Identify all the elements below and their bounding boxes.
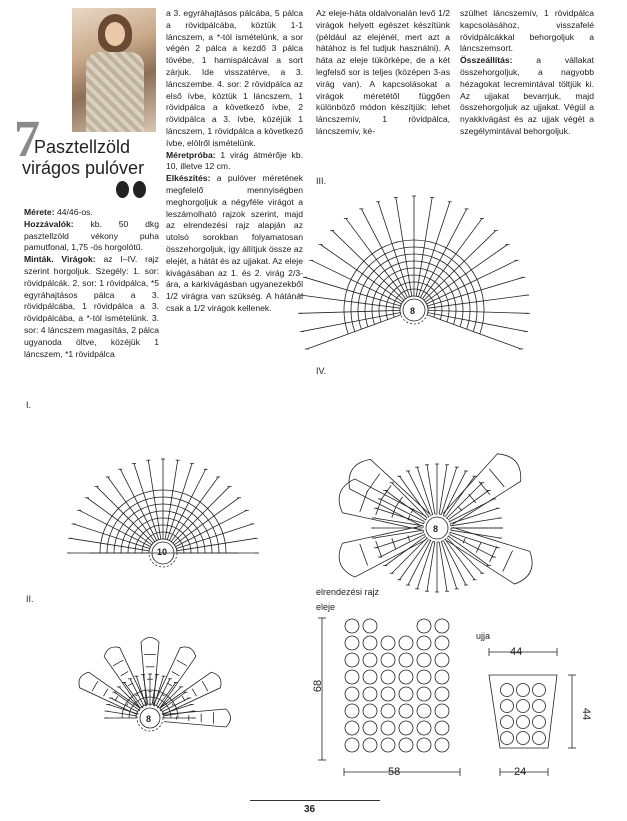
text-column-2: a 3. egyráhajtásos pálcába, 5 pálca a rövidpálcába, köztük 1-1 láncszem, a *-tól ismételünk, a sor végén 2 pálca a kezdő 3 pálca tövébe, 1 hamispálcával a sort zárjuk. Ide visszatérve, a 3. láncszembe. 4. sor: 2 rövidpálca az első ívbe, köztük 1 láncszem, 1 rövidpálca a következő ívbe, 2 rövidpálca a 3. ívbe, közéjük 1 láncszem, 1 rövidpálca a következő ívbe, elölről ismételünk. Méretpróba: 1 virág átmérője kb. 10, illetve 12 cm. Elkészítés: a pulóver méretének megfelelő mennyiségben meghorgoljuk a négyféle virágot a leszámolható rajzok szerint, majd az elrendezési rajz alapján az utolsó sorokban folyamatosan összehorgoljuk, így állítjuk össze az elejét, a hátát és az ujjakat. Az eleje kivágásában az 1. és 2. virág 2/3-ára, a karkivágásban ugyanezekből 1/2 virágra van szükség. A hátánál csak a 1/2 virágok kellenek.: [166, 8, 303, 313]
layout-title: elrendezési rajz: [316, 587, 380, 597]
front-width-dim: 58: [388, 766, 401, 778]
layout-sleeve-chart: [489, 648, 576, 776]
pattern-number: 7: [14, 111, 40, 168]
front-label: eleje: [316, 602, 336, 612]
crochet-diagram-II: [79, 638, 231, 732]
footer-rule: [250, 800, 380, 801]
diagram-label-III: III.: [316, 176, 327, 186]
front-height-dim: 68: [312, 679, 325, 693]
page-number: 36: [304, 804, 316, 815]
diagram-label-IV: IV.: [316, 366, 327, 376]
sleeve-label: ujja: [476, 631, 491, 641]
diagram-label-II: II.: [26, 594, 34, 604]
center-number-I: 10: [157, 547, 168, 557]
title-line2: virágos pulóver: [22, 158, 145, 178]
text-column-1: Mérete: 44/46-os. Hozzávalók: kb. 50 dkg pasztellzöld vékony puha pamutfonal, 1,75 -ös horgolótű. Minták. Virágok: az I–IV. rajz szerint horgoljuk. Szegély: 1. sor: rövidpálcák. 2. sor: 1 rövidpálca, *5 egyráhajtásos pálca a 3. rövidpálcába, 1 rövidpálca a 3. rövidpálcába, a *-tól ismételünk. 3. sor: 4 láncszem magasítás, 2 pálca ugyanoda öltve, közéjük 1 láncszem, *1 rövidpálca: [24, 207, 159, 359]
center-number-II: 8: [146, 714, 152, 724]
sleeve-height-dim: 44: [580, 707, 593, 721]
layout-front-grid: [318, 618, 460, 776]
crochet-diagram-III: [298, 196, 530, 349]
diagram-label-I: I.: [26, 400, 32, 410]
text-column-4: szülhet láncszemív, 1 rövidpálca kapcsolásához, visszafelé rövidpálcákkal behorgoljuk a láncszemsort. Összeállítás: a vállakat összehorgoljuk, a nagyobb hézagokat lecremintával töltjük ki. Az ujjakat bevarrjuk, majd összehorgoljuk az ujjakat. Végül a nyakkivágást és az ujjak végét a szegélymintával behorgoljuk.: [460, 8, 594, 136]
sleeve-bottom-dim: 24: [514, 766, 527, 778]
sleeve-top-dim: 44: [510, 646, 523, 658]
text-column-3: Az eleje-háta oldalvonalán levő 1/2 virágok helyett egészet készítünk (például az elejénél, mert azt a hátához is fel tudjuk használni). A háta az eleje tükörképe, de a két legfelső sor is teljes (középen 3-as virág van). A kapcsolásokat a virágok méretétől függően különböző módon készítjük: lehet láncszemív, 1 rövidpálca, láncszemív, ké-: [316, 8, 450, 136]
center-number-III: 8: [410, 306, 416, 316]
crochet-diagram-IV: [339, 454, 532, 592]
center-number-IV: 8: [433, 524, 439, 534]
title-line1: Pasztellzöld: [34, 137, 131, 157]
